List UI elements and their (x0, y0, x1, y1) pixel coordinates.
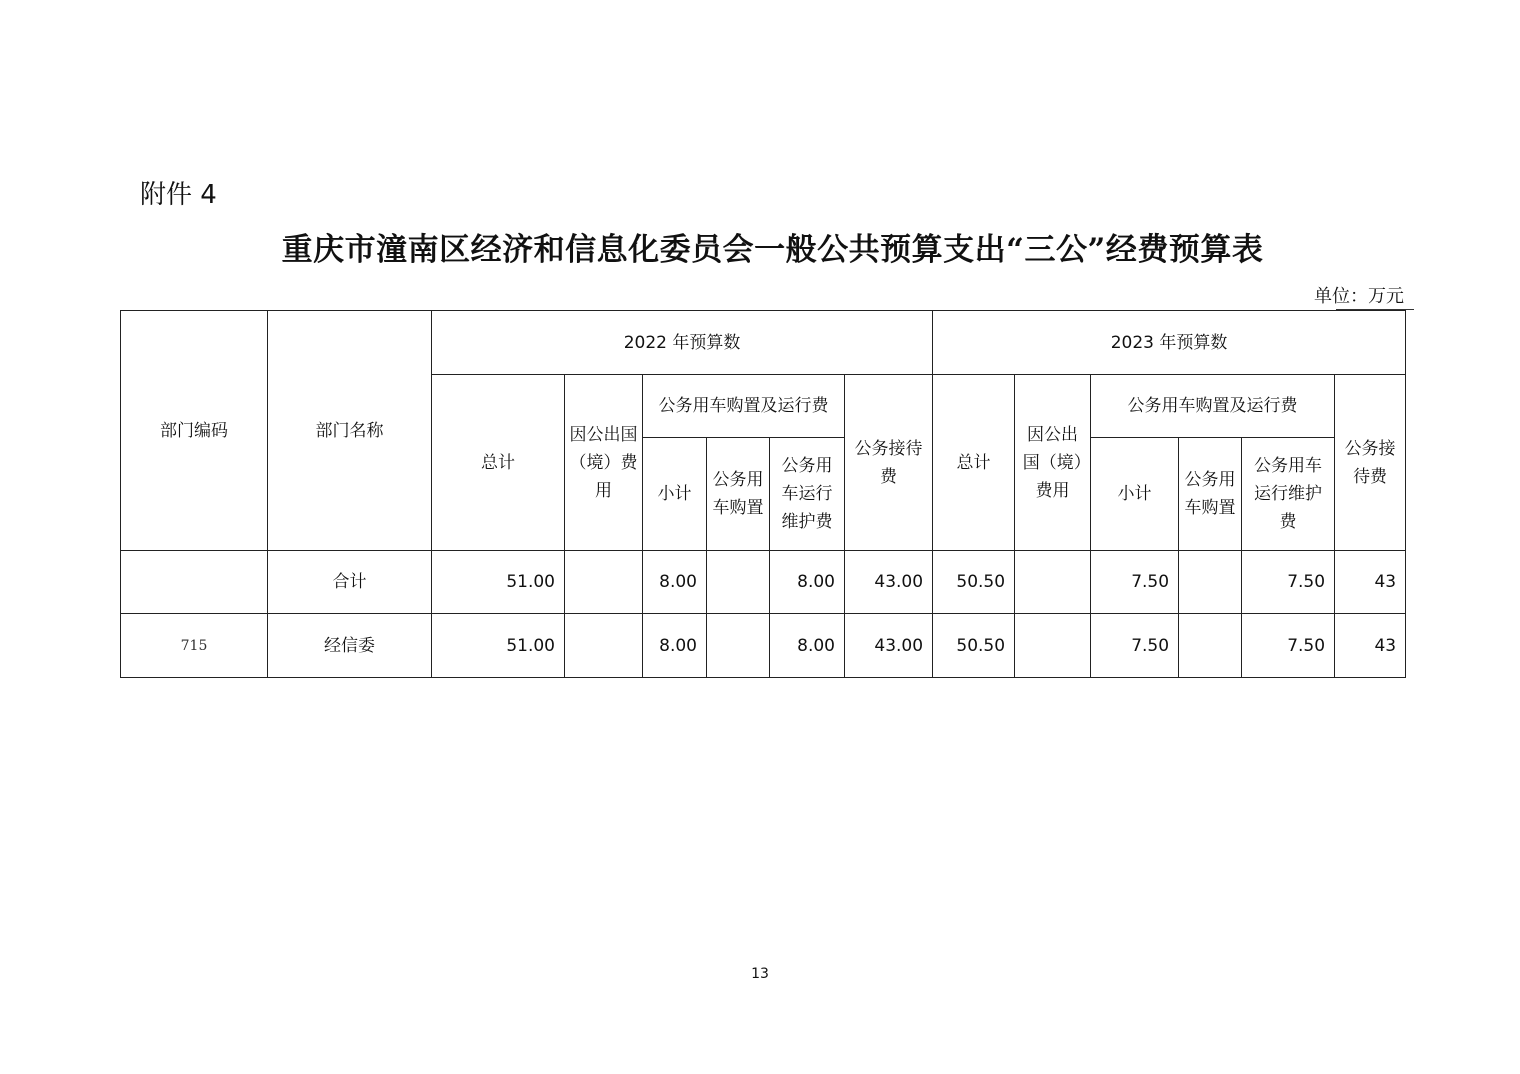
cell-total-2022: 51.00 (432, 551, 565, 614)
cell-reception-2023: 43 (1335, 614, 1406, 678)
header-reception-2023: 公务接待费 (1335, 375, 1406, 551)
header-operation-2023: 公务用车运行维护费 (1242, 438, 1335, 551)
header-vehicle-group-2023: 公务用车购置及运行费 (1091, 375, 1335, 438)
row-dept-name: 经信委 (268, 614, 432, 678)
cell-operation-2023: 7.50 (1242, 614, 1335, 678)
cell-operation-2022: 8.00 (770, 614, 845, 678)
cell-purchase-2022 (707, 551, 770, 614)
row-dept-code: 715 (121, 614, 268, 678)
header-dept-code: 部门编码 (121, 311, 268, 551)
header-reception-2022: 公务接待费 (845, 375, 933, 551)
cell-operation-2023: 7.50 (1242, 551, 1335, 614)
cell-subtotal-2023: 7.50 (1091, 614, 1179, 678)
page-number: 13 (751, 966, 769, 982)
page-title: 重庆市潼南区经济和信息化委员会一般公共预算支出“三公”经费预算表 (281, 232, 1264, 268)
header-operation-2022: 公务用车运行维护费 (770, 438, 845, 551)
header-abroad-2022: 因公出国（境）费用 (565, 375, 643, 551)
cell-total-2022: 51.00 (432, 614, 565, 678)
cell-operation-2022: 8.00 (770, 551, 845, 614)
header-purchase-2023: 公务用车购置 (1179, 438, 1242, 551)
cell-reception-2023: 43 (1335, 551, 1406, 614)
header-dept-name: 部门名称 (268, 311, 432, 551)
cell-subtotal-2022: 8.00 (643, 551, 707, 614)
header-purchase-2022: 公务用车购置 (707, 438, 770, 551)
cell-purchase-2023 (1179, 614, 1242, 678)
cell-abroad-2022 (565, 614, 643, 678)
cell-abroad-2022 (565, 551, 643, 614)
row-dept-name: 合计 (268, 551, 432, 614)
header-subtotal-2022: 小计 (643, 438, 707, 551)
header-year-2022: 2022 年预算数 (432, 311, 933, 375)
attachment-label: 附件 4 (140, 180, 217, 210)
header-vehicle-group-2022: 公务用车购置及运行费 (643, 375, 845, 438)
cell-total-2023: 50.50 (933, 551, 1015, 614)
budget-table (120, 310, 1406, 678)
table-row (121, 614, 1406, 678)
cell-reception-2022: 43.00 (845, 614, 933, 678)
cell-total-2023: 50.50 (933, 614, 1015, 678)
row-dept-code (121, 551, 268, 614)
header-abroad-2023: 因公出国（境）费用 (1015, 375, 1091, 551)
header-year-2023: 2023 年预算数 (933, 311, 1406, 375)
cell-purchase-2022 (707, 614, 770, 678)
header-total-2023: 总计 (933, 375, 1015, 551)
unit-label: 单位：万元 (1314, 286, 1404, 307)
table-row (121, 551, 1406, 614)
header-total-2022: 总计 (432, 375, 565, 551)
cell-abroad-2023 (1015, 551, 1091, 614)
cell-purchase-2023 (1179, 551, 1242, 614)
header-row-years (121, 311, 1406, 375)
header-subtotal-2023: 小计 (1091, 438, 1179, 551)
cell-reception-2022: 43.00 (845, 551, 933, 614)
cell-abroad-2023 (1015, 614, 1091, 678)
cell-subtotal-2023: 7.50 (1091, 551, 1179, 614)
cell-subtotal-2022: 8.00 (643, 614, 707, 678)
